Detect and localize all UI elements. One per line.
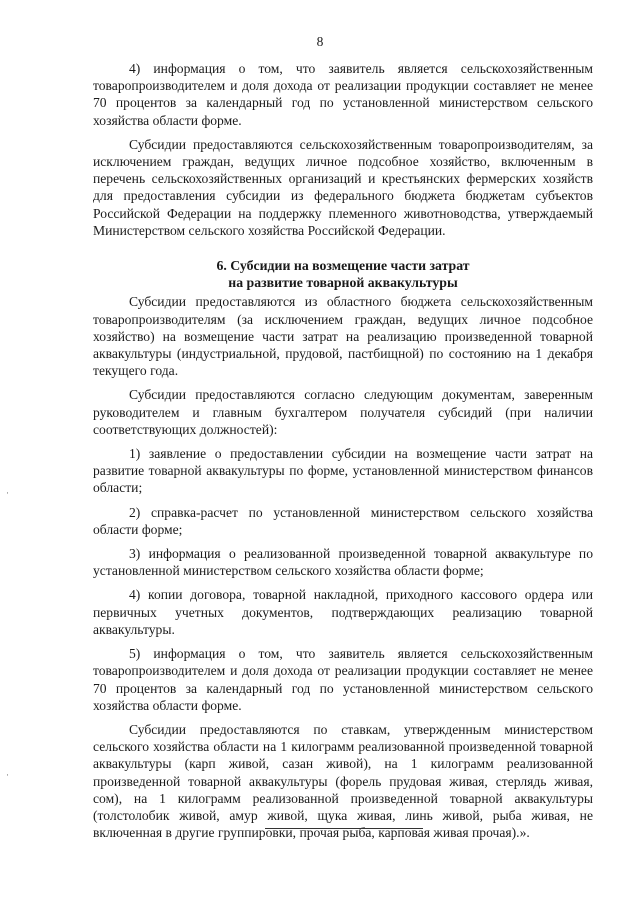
scan-mark: · [6, 770, 9, 780]
list-item: 1) заявление о предоставлении субсидии на возмещение части затрат на развитие товарной аквакультуры по форме, установленной министерством финансов области; [93, 446, 593, 496]
section-heading [93, 257, 593, 291]
paragraph: Субсидии предоставляются сельскохозяйственным товаропроизводителям, за исключением граждан, ведущих личное подсобное хозяйство, включенным в перечень сельскохозяйственных организаций и крестьянских фермерских хозяйств для предоставления субсидии из федерального бюджета бюджетам субъектов Российской Федерации на поддержку племенного животноводства, утверждаемый Министерством сельского хозяйства Российской Федерации. [93, 136, 593, 238]
list-item: 2) справка-расчет по установленной министерством сельского хозяйства области форме; [93, 504, 593, 537]
section-heading-line: 6. Субсидии на возмещение части затрат [216, 258, 470, 274]
section-heading-line: на развитие товарной аквакультуры [228, 275, 458, 291]
paragraph: Субсидии предоставляются по ставкам, утвержденным министерством сельского хозяйства области на 1 килограмм реализованной произведенной товарной аквакультуры (карп живой, сазан живой), на 1 килограмм реализованной произведенной товарной аквакультуры (форель прудовая живая, стерлядь живая, сом), на 1 килограмм реализованной произведенной товарной аквакультуры (толстолобик живой, амур живой, щука живая, линь живой, рыба живая, не включенная в другие группировки, прочая рыба, карповая живая прочая).». [93, 721, 593, 841]
scan-mark: · [6, 488, 9, 498]
list-item: 4) копии договора, товарной накладной, приходного кассового ордера или первичных учетных документов, подтверждающих реализацию товарной аквакультуры. [93, 587, 593, 637]
paragraph: Субсидии предоставляются согласно следующим документам, заверенным руководителем и главным бухгалтером получателя субсидий (при наличии соответствующих должностей): [93, 387, 593, 437]
document-body [93, 60, 593, 841]
page-number: 8 [316, 34, 324, 49]
paragraph: Субсидии предоставляются из областного бюджета сельскохозяйственным товаропроизводителям (за исключением граждан, ведущих личное подсобное хозяйство) на возмещение части затрат на реализацию произведенной товарной аквакультуры (индустриальной, прудовой, пастбищной) по состоянию на 1 декабря текущего года. [93, 294, 593, 379]
closing-rule [265, 828, 423, 829]
list-item: 5) информация о том, что заявитель является сельскохозяйственным товаропроизводителем и доля дохода от реализации продукции составляет не менее 70 процентов за календарный год по установленной министерством сельского хозяйства области форме. [93, 646, 593, 713]
paragraph: 4) информация о том, что заявитель является сельскохозяйственным товаропроизводителем и доля дохода от реализации продукции составляет не менее 70 процентов за календарный год по установленной министерством сельского хозяйства области форме. [93, 61, 593, 128]
list-item: 3) информация о реализованной произведенной товарной аквакультуре по установленной министерством сельского хозяйства области форме; [93, 546, 593, 579]
